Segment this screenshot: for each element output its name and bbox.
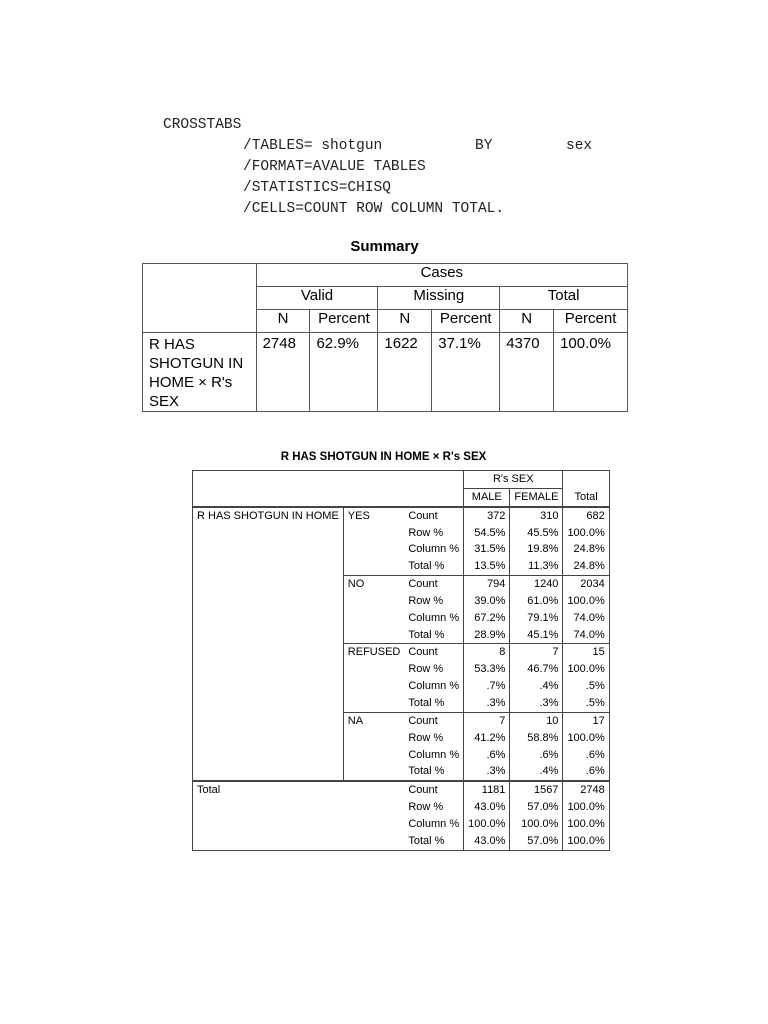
crosstab-stat-label: Column % — [408, 611, 460, 624]
crosstab-stat-label: Row % — [408, 731, 444, 744]
crosstab-cell: 100.0% — [510, 816, 563, 833]
crosstab-stat-label: Count — [404, 712, 463, 729]
summary-subheader: N — [500, 310, 554, 333]
syntax-block — [163, 94, 592, 241]
crosstab-category: NO — [343, 576, 404, 644]
crosstab-cell: 1181 — [464, 781, 510, 799]
crosstab-cell: .3% — [510, 695, 563, 712]
crosstab-stat-label: Count — [404, 781, 463, 799]
crosstab-stat-label: Total % — [404, 833, 463, 850]
crosstab-cell: 24.8% — [563, 558, 609, 575]
summary-row-label: R HAS SHOTGUN IN HOME × R's SEX — [143, 333, 257, 412]
syntax-token: /TABLES= shotgun — [243, 138, 383, 154]
crosstab-category: YES — [343, 507, 404, 576]
crosstab-stat-label: Count — [404, 644, 463, 661]
summary-cell: 62.9% — [310, 333, 378, 412]
crosstab-cell: 53.3% — [464, 661, 510, 678]
crosstab-cell: 372 — [464, 507, 510, 525]
syntax-line: /STATISTICS=CHISQ — [243, 180, 391, 196]
crosstab-cell: 100.0% — [563, 833, 609, 850]
crosstab-stat-label: Row % — [408, 663, 444, 676]
crosstab-category: NA — [343, 712, 404, 781]
summary-table — [142, 263, 628, 412]
crosstab-cell: 8 — [464, 644, 510, 661]
crosstab-stat-label: Column % — [408, 748, 460, 761]
crosstab-stat-label: Row % — [408, 801, 444, 814]
summary-cell: 100.0% — [554, 333, 628, 412]
crosstab-cell: 100.0% — [563, 816, 609, 833]
summary-subheader: Percent — [554, 310, 628, 333]
crosstab-cell: 100.0% — [563, 661, 609, 678]
crosstab-cell: .4% — [510, 678, 563, 695]
crosstab-cell: 7 — [510, 644, 563, 661]
crosstab-cell: 61.0% — [510, 593, 563, 610]
crosstab-cell: 31.5% — [464, 541, 510, 558]
crosstab-cell: 19.8% — [510, 541, 563, 558]
crosstab-cell: 58.8% — [510, 730, 563, 747]
crosstab-cell: .7% — [464, 678, 510, 695]
summary-subheader: N — [256, 310, 310, 333]
crosstab-cell: 1567 — [510, 781, 563, 799]
crosstab-col-header: FEMALE — [510, 488, 563, 506]
crosstab-cell: 74.0% — [563, 610, 609, 627]
summary-header-row — [143, 264, 628, 287]
crosstab-row — [193, 507, 610, 525]
crosstab-cell: 100.0% — [563, 799, 609, 816]
crosstab-total-label: Total — [193, 781, 405, 850]
crosstab-cell: 79.1% — [510, 610, 563, 627]
crosstab-row-var: R HAS SHOTGUN IN HOME — [193, 507, 344, 782]
summary-group-header: Total — [500, 287, 628, 310]
summary-group-header: Valid — [256, 287, 378, 310]
summary-corner — [143, 264, 257, 333]
crosstab-cell: 43.0% — [464, 833, 510, 850]
crosstab-stat-label: Total % — [408, 696, 445, 709]
summary-cell: 1622 — [378, 333, 432, 412]
summary-cell: 4370 — [500, 333, 554, 412]
crosstab-cell: 41.2% — [464, 730, 510, 747]
crosstab-stat-label: Total % — [408, 765, 445, 778]
crosstab-corner — [193, 471, 464, 507]
summary-group-header: Missing — [378, 287, 500, 310]
crosstab-stat-label: Count — [404, 507, 463, 525]
crosstab-stat-label: Column % — [408, 817, 460, 830]
summary-subheader: Percent — [432, 310, 500, 333]
crosstab-cell: 15 — [563, 644, 609, 661]
crosstab-stat-label: Total % — [408, 628, 445, 641]
crosstab-cell: 100.0% — [464, 816, 510, 833]
crosstab-cell: 57.0% — [510, 799, 563, 816]
syntax-line: CROSSTABS — [163, 117, 242, 133]
crosstab-cell: .6% — [464, 747, 510, 764]
crosstab-cell: .3% — [464, 763, 510, 781]
crosstab-col-header: MALE — [464, 488, 510, 506]
crosstab-cell: 10 — [510, 712, 563, 729]
crosstab-cell: .5% — [563, 695, 609, 712]
summary-cases-header: Cases — [256, 264, 627, 287]
crosstab-cell: 74.0% — [563, 627, 609, 644]
crosstab-cell: .6% — [563, 747, 609, 764]
crosstab-cell: 100.0% — [563, 593, 609, 610]
crosstab-cell: 45.5% — [510, 525, 563, 542]
crosstab-cell: 794 — [464, 576, 510, 593]
summary-title: Summary — [350, 238, 419, 255]
crosstab-cell: .6% — [563, 763, 609, 781]
crosstab-stat-label: Row % — [408, 526, 444, 539]
crosstab-cell: 2034 — [563, 576, 609, 593]
crosstab-stat-label: Column % — [408, 680, 460, 693]
crosstab-cell: 11.3% — [510, 558, 563, 575]
crosstab-title: R HAS SHOTGUN IN HOME × R's SEX — [280, 451, 487, 463]
summary-data-row — [143, 333, 628, 412]
summary-subheader: Percent — [310, 310, 378, 333]
crosstab-cell: 17 — [563, 712, 609, 729]
crosstab-cell: 43.0% — [464, 799, 510, 816]
crosstab-cell: 1240 — [510, 576, 563, 593]
summary-subheader: N — [378, 310, 432, 333]
syntax-line: /CELLS=COUNT ROW COLUMN TOTAL. — [243, 201, 505, 217]
crosstab-cell: 46.7% — [510, 661, 563, 678]
summary-cell: 2748 — [256, 333, 310, 412]
crosstab-cell: 100.0% — [563, 730, 609, 747]
syntax-line — [163, 136, 592, 157]
crosstab-stat-label: Total % — [408, 560, 445, 573]
crosstab-stat-label: Count — [404, 576, 463, 593]
syntax-token: sex — [566, 138, 593, 154]
crosstab-cell: .6% — [510, 747, 563, 764]
crosstab-body — [193, 471, 610, 851]
crosstab-cell: 682 — [563, 507, 609, 525]
crosstab-category: REFUSED — [343, 644, 404, 712]
crosstab-header-row — [193, 471, 610, 489]
crosstab-cell: 28.9% — [464, 627, 510, 644]
crosstab-cell: 2748 — [563, 781, 609, 799]
crosstab-cell: 310 — [510, 507, 563, 525]
syntax-token: BY — [475, 138, 493, 154]
crosstab-cell: 54.5% — [464, 525, 510, 542]
crosstab-stat-label: Row % — [408, 594, 444, 607]
crosstab-cell: 24.8% — [563, 541, 609, 558]
crosstab-total-row — [193, 781, 610, 799]
crosstab-cell: 100.0% — [563, 525, 609, 542]
crosstab-table — [192, 470, 610, 851]
crosstab-cell: .5% — [563, 678, 609, 695]
crosstab-cell: .4% — [510, 763, 563, 781]
syntax-line: /FORMAT=AVALUE TABLES — [243, 159, 426, 175]
crosstab-cell: 13.5% — [464, 558, 510, 575]
crosstab-cell: 57.0% — [510, 833, 563, 850]
crosstab-cell: 39.0% — [464, 593, 510, 610]
crosstab-cell: .3% — [464, 695, 510, 712]
crosstab-cell: 45.1% — [510, 627, 563, 644]
crosstab-cell: 7 — [464, 712, 510, 729]
crosstab-cell: 67.2% — [464, 610, 510, 627]
crosstab-stat-label: Column % — [408, 543, 460, 556]
crosstab-col-var: R's SEX — [464, 471, 563, 489]
summary-cell: 37.1% — [432, 333, 500, 412]
crosstab-total-header: Total — [563, 471, 609, 507]
